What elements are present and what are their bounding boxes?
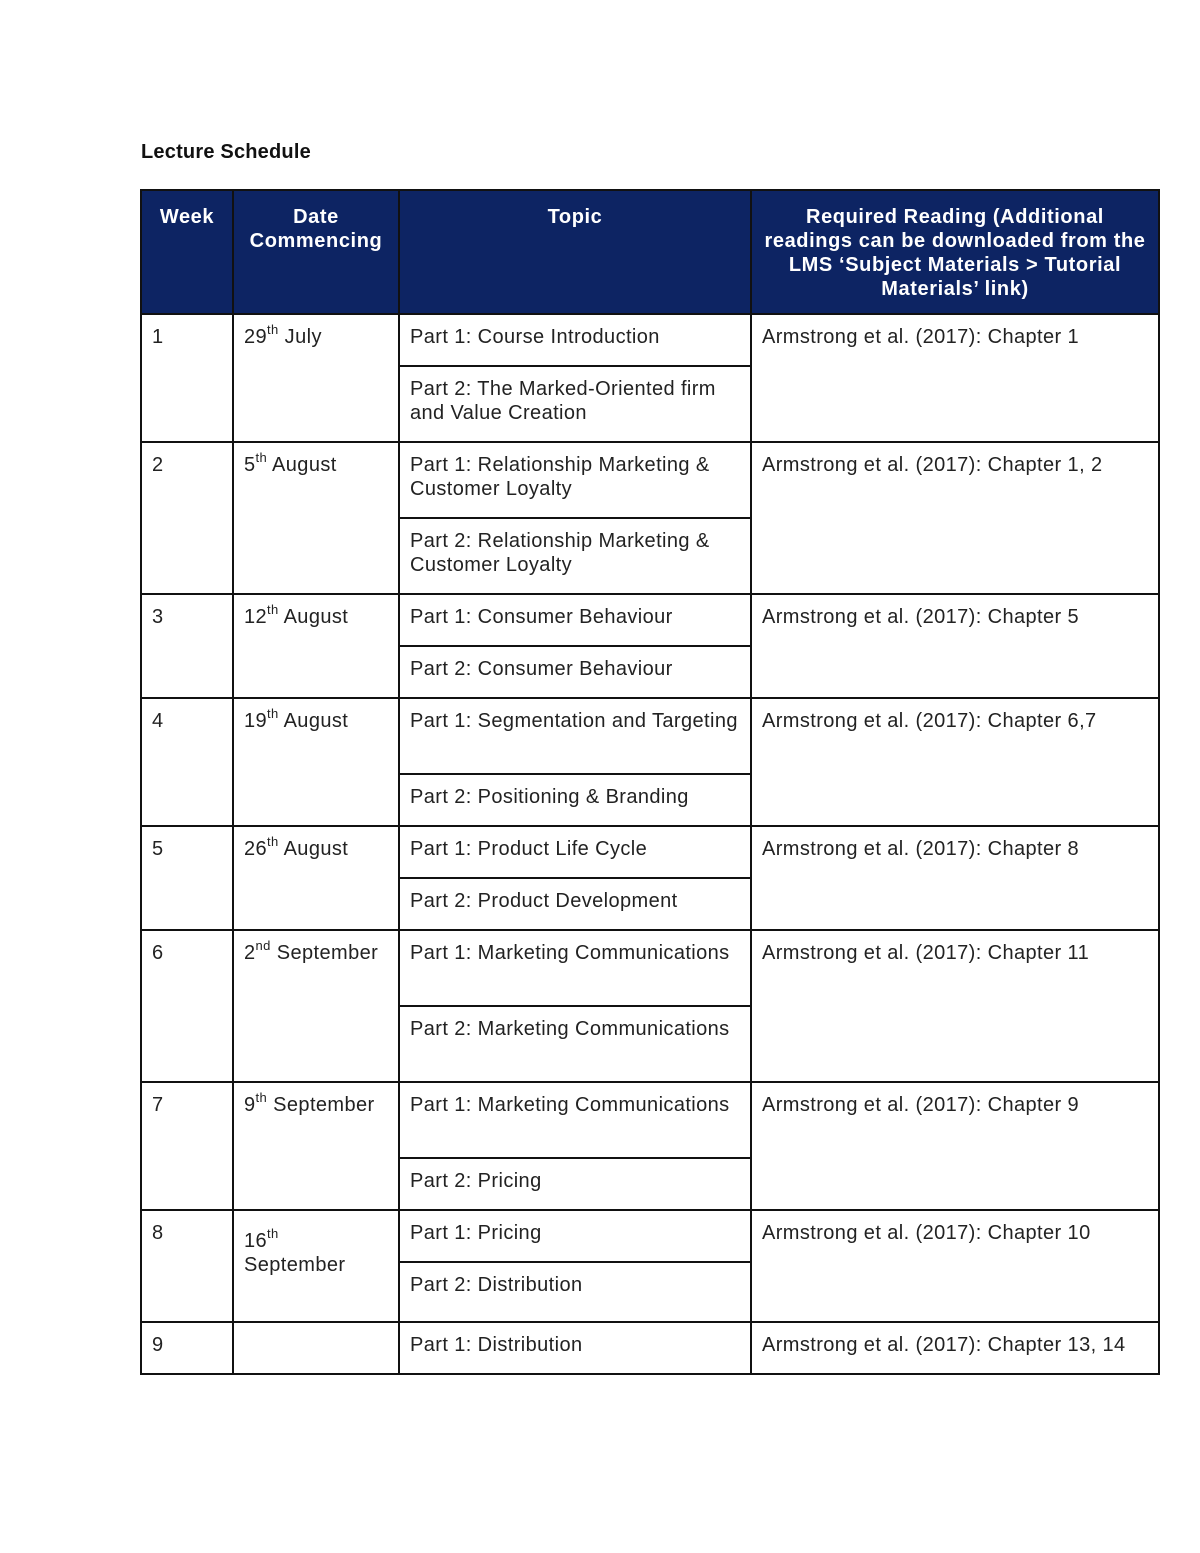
topic-part-1: Part 1: Pricing	[399, 1210, 751, 1262]
schedule-body	[141, 314, 1159, 1374]
topic-part-2: Part 2: Positioning & Branding	[399, 774, 751, 826]
topic-part-1: Part 1: Segmentation and Targeting	[399, 698, 751, 774]
table-row	[141, 826, 1159, 878]
topic-part-1: Part 1: Relationship Marketing & Customer Loyalty	[399, 442, 751, 518]
date-commencing	[233, 442, 399, 594]
date-day: 29	[244, 326, 268, 348]
week-number: 5	[141, 826, 233, 930]
date-suffix: th	[267, 322, 279, 338]
topic-part-1: Part 1: Course Introduction	[399, 314, 751, 366]
topic-part-2: Part 2: Distribution	[399, 1262, 751, 1322]
date-commencing	[233, 314, 399, 442]
table-row	[141, 1322, 1159, 1374]
date-suffix: th	[267, 1226, 279, 1242]
week-number: 4	[141, 698, 233, 826]
week-number: 3	[141, 594, 233, 698]
topic-part-1: Part 1: Marketing Communications	[399, 1082, 751, 1158]
topic-part-2: Part 2: Marketing Communications	[399, 1006, 751, 1082]
date-day: 16	[244, 1230, 268, 1252]
date-month: September	[273, 1094, 375, 1116]
topic-part-1: Part 1: Marketing Communications	[399, 930, 751, 1006]
date-commencing	[233, 698, 399, 826]
topic-part-2: Part 2: Pricing	[399, 1158, 751, 1210]
date-month: August	[283, 710, 349, 732]
week-number: 9	[141, 1322, 233, 1374]
required-reading: Armstrong et al. (2017): Chapter 6,7	[751, 698, 1159, 826]
date-day: 5	[244, 454, 256, 476]
table-row	[141, 1210, 1159, 1262]
date-commencing	[233, 1322, 399, 1374]
table-row	[141, 930, 1159, 1006]
required-reading: Armstrong et al. (2017): Chapter 1	[751, 314, 1159, 442]
date-suffix: th	[267, 834, 279, 850]
week-number: 8	[141, 1210, 233, 1322]
date-suffix: nd	[255, 938, 271, 954]
date-commencing	[233, 826, 399, 930]
date-day: 12	[244, 606, 268, 628]
topic-part-1: Part 1: Product Life Cycle	[399, 826, 751, 878]
table-row	[141, 594, 1159, 646]
lecture-schedule-table	[140, 189, 1160, 1375]
topic-part-1: Part 1: Distribution	[399, 1322, 751, 1374]
topic-part-2: Part 2: Relationship Marketing & Customer Loyalty	[399, 518, 751, 594]
date-suffix: th	[255, 450, 268, 466]
week-number: 1	[141, 314, 233, 442]
required-reading: Armstrong et al. (2017): Chapter 11	[751, 930, 1159, 1082]
week-number: 6	[141, 930, 233, 1082]
required-reading: Armstrong et al. (2017): Chapter 1, 2	[751, 442, 1159, 594]
date-month: September	[244, 1254, 346, 1276]
topic-part-1: Part 1: Consumer Behaviour	[399, 594, 751, 646]
date-suffix: th	[255, 1090, 268, 1106]
date-month: August	[283, 606, 349, 628]
topic-part-2: Part 2: The Marked-Oriented firm and Value Creation	[399, 366, 751, 442]
page-title: Lecture Schedule	[141, 141, 311, 163]
date-commencing	[233, 594, 399, 698]
week-number: 2	[141, 442, 233, 594]
table-header-row	[141, 190, 1159, 314]
required-reading: Armstrong et al. (2017): Chapter 5	[751, 594, 1159, 698]
date-month: August	[283, 838, 349, 860]
date-commencing	[233, 930, 399, 1082]
header-topic: Topic	[399, 190, 751, 314]
date-day: 19	[244, 710, 268, 732]
header-date: Date Commencing	[233, 190, 399, 314]
week-number: 7	[141, 1082, 233, 1210]
date-suffix: th	[267, 602, 279, 618]
date-day: 9	[244, 1094, 256, 1116]
date-day: 2	[244, 942, 256, 964]
date-suffix: th	[267, 706, 279, 722]
required-reading: Armstrong et al. (2017): Chapter 9	[751, 1082, 1159, 1210]
required-reading: Armstrong et al. (2017): Chapter 13, 14	[751, 1322, 1159, 1374]
header-week: Week	[141, 190, 233, 314]
required-reading: Armstrong et al. (2017): Chapter 8	[751, 826, 1159, 930]
date-month: September	[276, 942, 379, 964]
required-reading: Armstrong et al. (2017): Chapter 10	[751, 1210, 1159, 1322]
table-row	[141, 442, 1159, 518]
header-reading: Required Reading (Additional readings can be downloaded from the LMS ‘Subject Materials > Tutorial Materials’ link)	[751, 190, 1159, 314]
date-commencing	[233, 1082, 399, 1210]
date-month: August	[272, 454, 337, 476]
table-row	[141, 698, 1159, 774]
topic-part-2: Part 2: Product Development	[399, 878, 751, 930]
topic-part-2: Part 2: Consumer Behaviour	[399, 646, 751, 698]
date-month: July	[284, 326, 322, 348]
table-row	[141, 314, 1159, 366]
date-day: 26	[244, 838, 268, 860]
date-commencing	[233, 1210, 399, 1322]
table-row	[141, 1082, 1159, 1158]
